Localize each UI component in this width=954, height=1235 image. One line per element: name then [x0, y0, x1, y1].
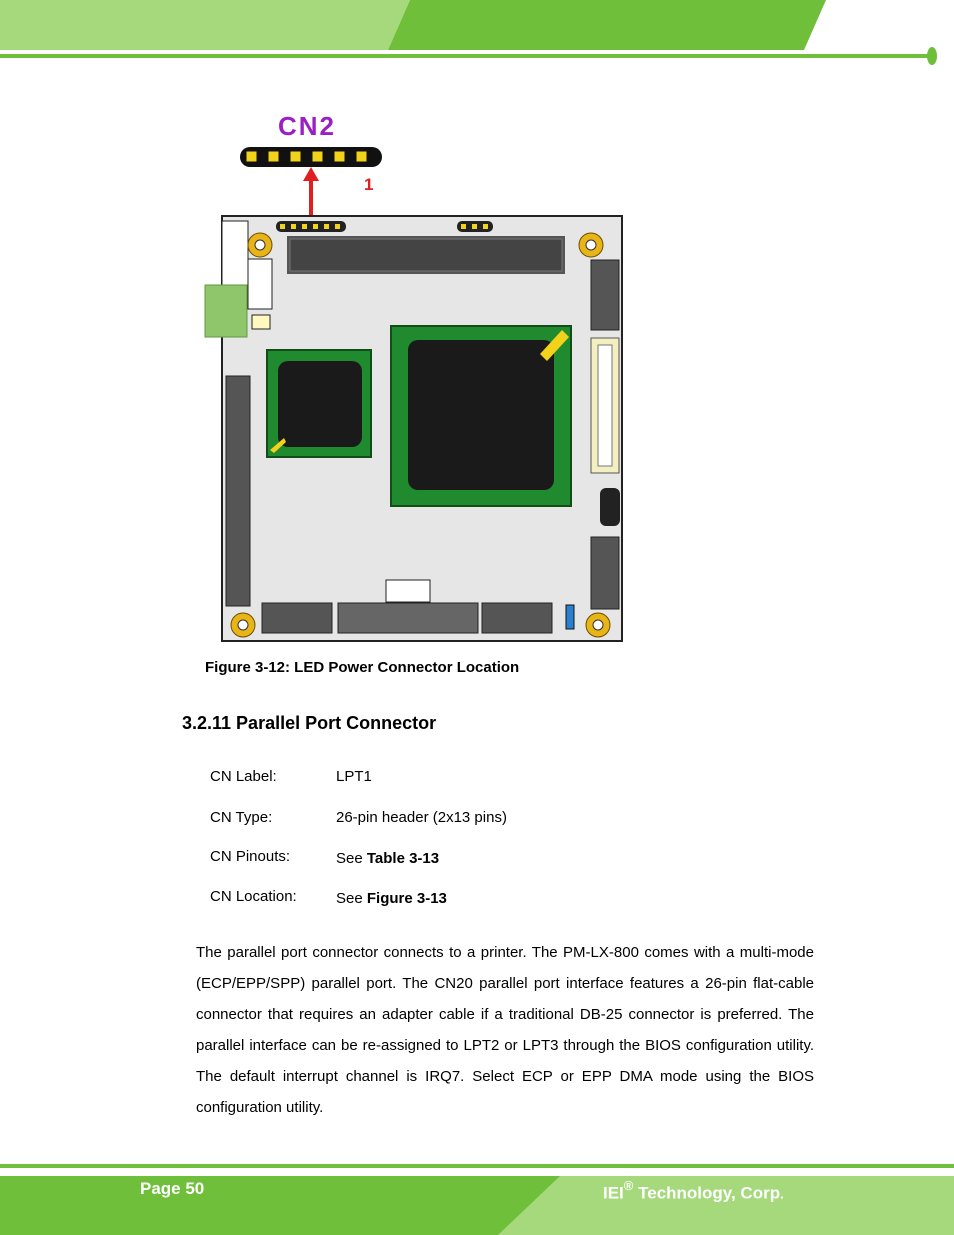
brand-suffix: Technology, Corp: [633, 1183, 781, 1203]
table-reference: Table 3-13: [366, 850, 440, 867]
info-value-prefix: See: [336, 890, 367, 907]
info-value: 26-pin header (2x13 pins): [336, 809, 507, 826]
cn2-enlarged-header: [240, 147, 382, 167]
pin-one-marker: 1: [364, 175, 374, 194]
info-key: CN Type:: [210, 809, 273, 826]
info-value: [336, 890, 447, 907]
brand-dot: .: [780, 1186, 784, 1202]
page-number: Page 50: [140, 1179, 205, 1198]
body-paragraph: The parallel port connector connects to a printer. The PM-LX-800 comes with a multi-mode (ECP/EPP/SPP) parallel port. The CN20 parallel port interface features a 26-pin flat-cable connector that requires an adapter cable if a traditional DB-25 connector is preferred. The parallel interface can be re-assigned to LPT2 or LPT3 through the BIOS configuration utility. The default interrupt channel is IRQ7. Select ECP or EPP DMA mode using the BIOS configuration utility.: [196, 944, 814, 1116]
info-value-prefix: See: [336, 850, 367, 867]
info-value: LPT1: [336, 768, 372, 785]
brand-prefix: IEI: [603, 1183, 624, 1203]
board-figure: [200, 105, 630, 650]
figure-caption: Figure 3-12: LED Power Connector Location: [205, 659, 520, 676]
info-value: [336, 850, 439, 867]
figure-reference: Figure 3-13: [366, 890, 447, 907]
cn2-label: CN2: [278, 111, 337, 141]
section-heading: 3.2.11 Parallel Port Connector: [182, 713, 437, 733]
page-header-band: [0, 0, 954, 70]
info-key: CN Label:: [210, 768, 277, 785]
info-key: CN Pinouts:: [210, 848, 291, 865]
info-key: CN Location:: [210, 888, 297, 905]
brand-name: [603, 1180, 784, 1204]
registered-mark: ®: [623, 1178, 634, 1193]
